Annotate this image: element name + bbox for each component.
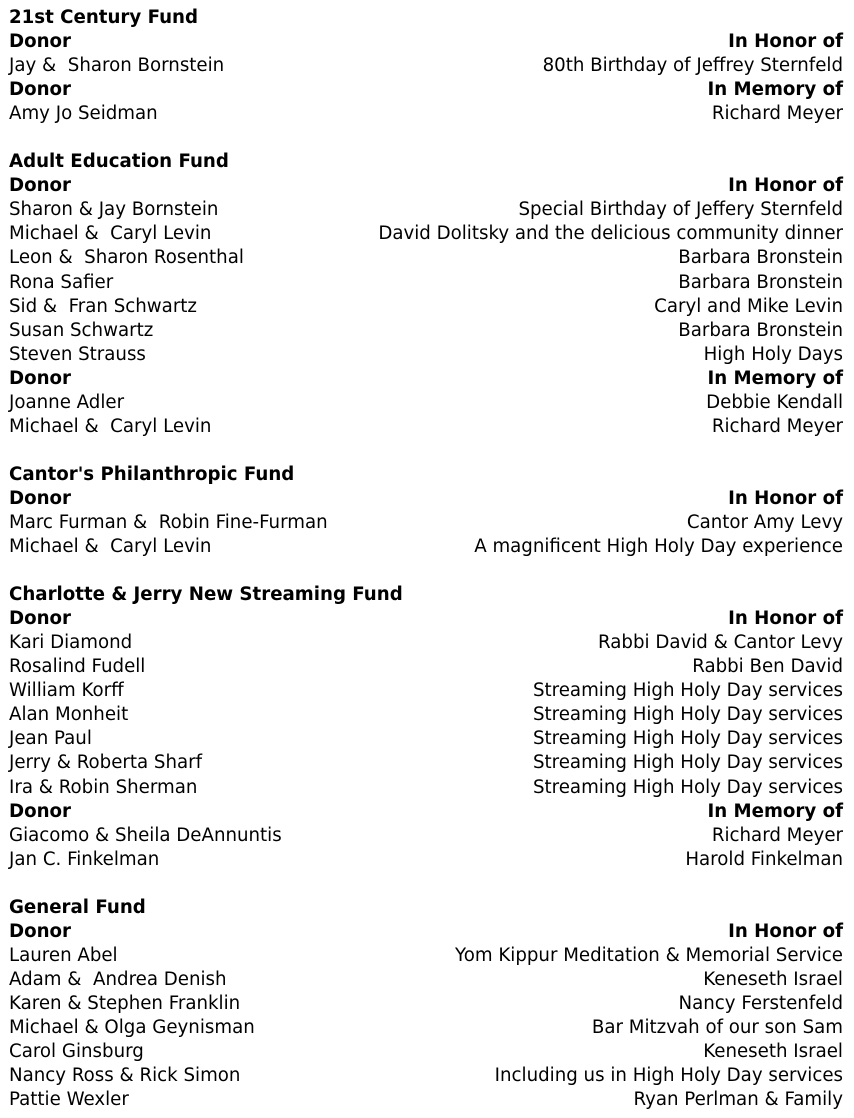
donor-name: Ira & Robin Sherman	[9, 776, 198, 798]
tribute-type-label: In Memory of	[707, 367, 843, 389]
donation-row	[9, 1064, 843, 1088]
donor-name: Jerry & Roberta Sharf	[9, 752, 203, 774]
fund-title: General Fund	[9, 896, 146, 918]
fund-title: Adult Education Fund	[9, 151, 229, 173]
donor-name: Karen & Stephen Franklin	[9, 992, 241, 1014]
donor-name: Jan C. Finkelman	[9, 848, 160, 870]
donation-row	[9, 824, 843, 848]
donor-name: Steven Strauss	[9, 343, 146, 365]
donor-name: Sharon & Jay Bornstein	[9, 199, 219, 221]
donor-column-label: Donor	[9, 608, 72, 630]
section-spacer	[9, 559, 843, 583]
tribute-type-label: In Honor of	[728, 175, 843, 197]
donation-row	[9, 848, 843, 872]
donor-name: Rosalind Fudell	[9, 656, 146, 678]
tribute-type-label: In Memory of	[707, 800, 843, 822]
donor-name: Giacomo & Sheila DeAnnuntis	[9, 824, 282, 846]
group-header	[9, 487, 843, 511]
donation-row	[9, 535, 843, 559]
honoree-name: Ryan Perlman & Family	[633, 1089, 843, 1111]
donor-name: Kari Diamond	[9, 632, 133, 654]
group-header	[9, 174, 843, 198]
donor-name: Michael & Olga Geynisman	[9, 1016, 255, 1038]
fund-section	[9, 463, 843, 559]
group-header	[9, 800, 843, 824]
donation-row	[9, 727, 843, 751]
donation-row	[9, 751, 843, 775]
donation-row	[9, 1016, 843, 1040]
honoree-name: Yom Kippur Meditation & Memorial Service	[455, 944, 843, 966]
fund-section	[9, 896, 843, 1112]
donor-column-label: Donor	[9, 79, 72, 101]
fund-title: Charlotte & Jerry New Streaming Fund	[9, 584, 403, 606]
fund-title: Cantor's Philanthropic Fund	[9, 463, 295, 485]
donor-name: Lauren Abel	[9, 944, 118, 966]
honoree-name: Streaming High Holy Day services	[532, 728, 843, 750]
section-spacer	[9, 872, 843, 896]
donation-row	[9, 343, 843, 367]
donation-row	[9, 679, 843, 703]
honoree-name: A magnificent High Holy Day experience	[474, 536, 843, 558]
donation-row	[9, 511, 843, 535]
honoree-name: Nancy Ferstenfeld	[678, 992, 843, 1014]
tribute-type-label: In Honor of	[728, 487, 843, 509]
honoree-name: Rabbi David & Cantor Levy	[598, 632, 843, 654]
donor-column-label: Donor	[9, 31, 72, 53]
donor-name: Michael & Caryl Levin	[9, 536, 212, 558]
donor-column-label: Donor	[9, 367, 72, 389]
donation-row	[9, 198, 843, 222]
donation-row	[9, 776, 843, 800]
honoree-name: Keneseth Israel	[703, 1041, 843, 1063]
honoree-name: Including us in High Holy Day services	[494, 1065, 843, 1087]
donation-row	[9, 102, 843, 126]
honoree-name: Streaming High Holy Day services	[532, 680, 843, 702]
honoree-name: Bar Mitzvah of our son Sam	[591, 1016, 843, 1038]
donor-name: Leon & Sharon Rosenthal	[9, 247, 244, 269]
honoree-name: Harold Finkelman	[685, 848, 843, 870]
group-header	[9, 367, 843, 391]
donor-name: Alan Monheit	[9, 704, 129, 726]
honoree-name: David Dolitsky and the delicious community dinner	[378, 223, 843, 245]
honoree-name: Richard Meyer	[711, 103, 843, 125]
donor-name: Pattie Wexler	[9, 1089, 129, 1111]
donation-row	[9, 1040, 843, 1064]
fund-section	[9, 583, 843, 872]
donation-row	[9, 1088, 843, 1112]
honoree-name: 80th Birthday of Jeffrey Sternfeld	[542, 55, 843, 77]
donor-name: Sid & Fran Schwartz	[9, 295, 197, 317]
donor-name: Marc Furman & Robin Fine-Furman	[9, 511, 328, 533]
donor-column-label: Donor	[9, 487, 72, 509]
honoree-name: Rabbi Ben David	[692, 656, 843, 678]
group-header	[9, 78, 843, 102]
donor-name: Amy Jo Seidman	[9, 103, 158, 125]
fund-title: 21st Century Fund	[9, 7, 199, 28]
honoree-name: Special Birthday of Jeffery Sternfeld	[518, 199, 843, 221]
group-header	[9, 607, 843, 631]
donor-name: Adam & Andrea Denish	[9, 968, 227, 990]
tribute-type-label: In Honor of	[728, 920, 843, 942]
donor-name: Susan Schwartz	[9, 319, 154, 341]
honoree-name: Barbara Bronstein	[678, 247, 843, 269]
donation-row	[9, 54, 843, 78]
donation-row	[9, 415, 843, 439]
donation-row	[9, 631, 843, 655]
donation-row	[9, 295, 843, 319]
donation-row	[9, 944, 843, 968]
donation-row	[9, 246, 843, 270]
donation-row	[9, 968, 843, 992]
section-spacer	[9, 126, 843, 150]
section-spacer	[9, 439, 843, 463]
honoree-name: Richard Meyer	[711, 415, 843, 437]
fund-section	[9, 150, 843, 439]
donation-row	[9, 271, 843, 295]
honoree-name: Richard Meyer	[711, 824, 843, 846]
donation-row	[9, 655, 843, 679]
fund-section	[9, 6, 843, 126]
tribute-type-label: In Honor of	[728, 31, 843, 53]
donor-column-label: Donor	[9, 920, 72, 942]
group-header	[9, 920, 843, 944]
honoree-name: Streaming High Holy Day services	[532, 704, 843, 726]
donation-row	[9, 222, 843, 246]
donor-name: Michael & Caryl Levin	[9, 415, 212, 437]
tribute-type-label: In Memory of	[707, 79, 843, 101]
honoree-name: Keneseth Israel	[703, 968, 843, 990]
donor-column-label: Donor	[9, 800, 72, 822]
honoree-name: High Holy Days	[703, 343, 843, 365]
donation-row	[9, 703, 843, 727]
donor-name: Jay & Sharon Bornstein	[9, 55, 225, 77]
donor-name: Carol Ginsburg	[9, 1041, 144, 1063]
donor-name: William Korff	[9, 680, 124, 702]
tribute-type-label: In Honor of	[728, 608, 843, 630]
honoree-name: Barbara Bronstein	[678, 271, 843, 293]
donation-row	[9, 319, 843, 343]
donor-name: Nancy Ross & Rick Simon	[9, 1065, 241, 1087]
honoree-name: Barbara Bronstein	[678, 319, 843, 341]
donation-row	[9, 391, 843, 415]
donor-column-label: Donor	[9, 175, 72, 197]
honoree-name: Debbie Kendall	[706, 391, 843, 413]
honoree-name: Streaming High Holy Day services	[532, 752, 843, 774]
donor-name: Joanne Adler	[9, 391, 125, 413]
honoree-name: Caryl and Mike Levin	[654, 295, 843, 317]
donation-row	[9, 992, 843, 1016]
honoree-name: Streaming High Holy Day services	[532, 776, 843, 798]
group-header	[9, 30, 843, 54]
honoree-name: Cantor Amy Levy	[686, 511, 843, 533]
donation-listing	[9, 6, 843, 1112]
donor-name: Rona Safier	[9, 271, 114, 293]
donor-name: Michael & Caryl Levin	[9, 223, 212, 245]
donor-name: Jean Paul	[9, 728, 92, 750]
